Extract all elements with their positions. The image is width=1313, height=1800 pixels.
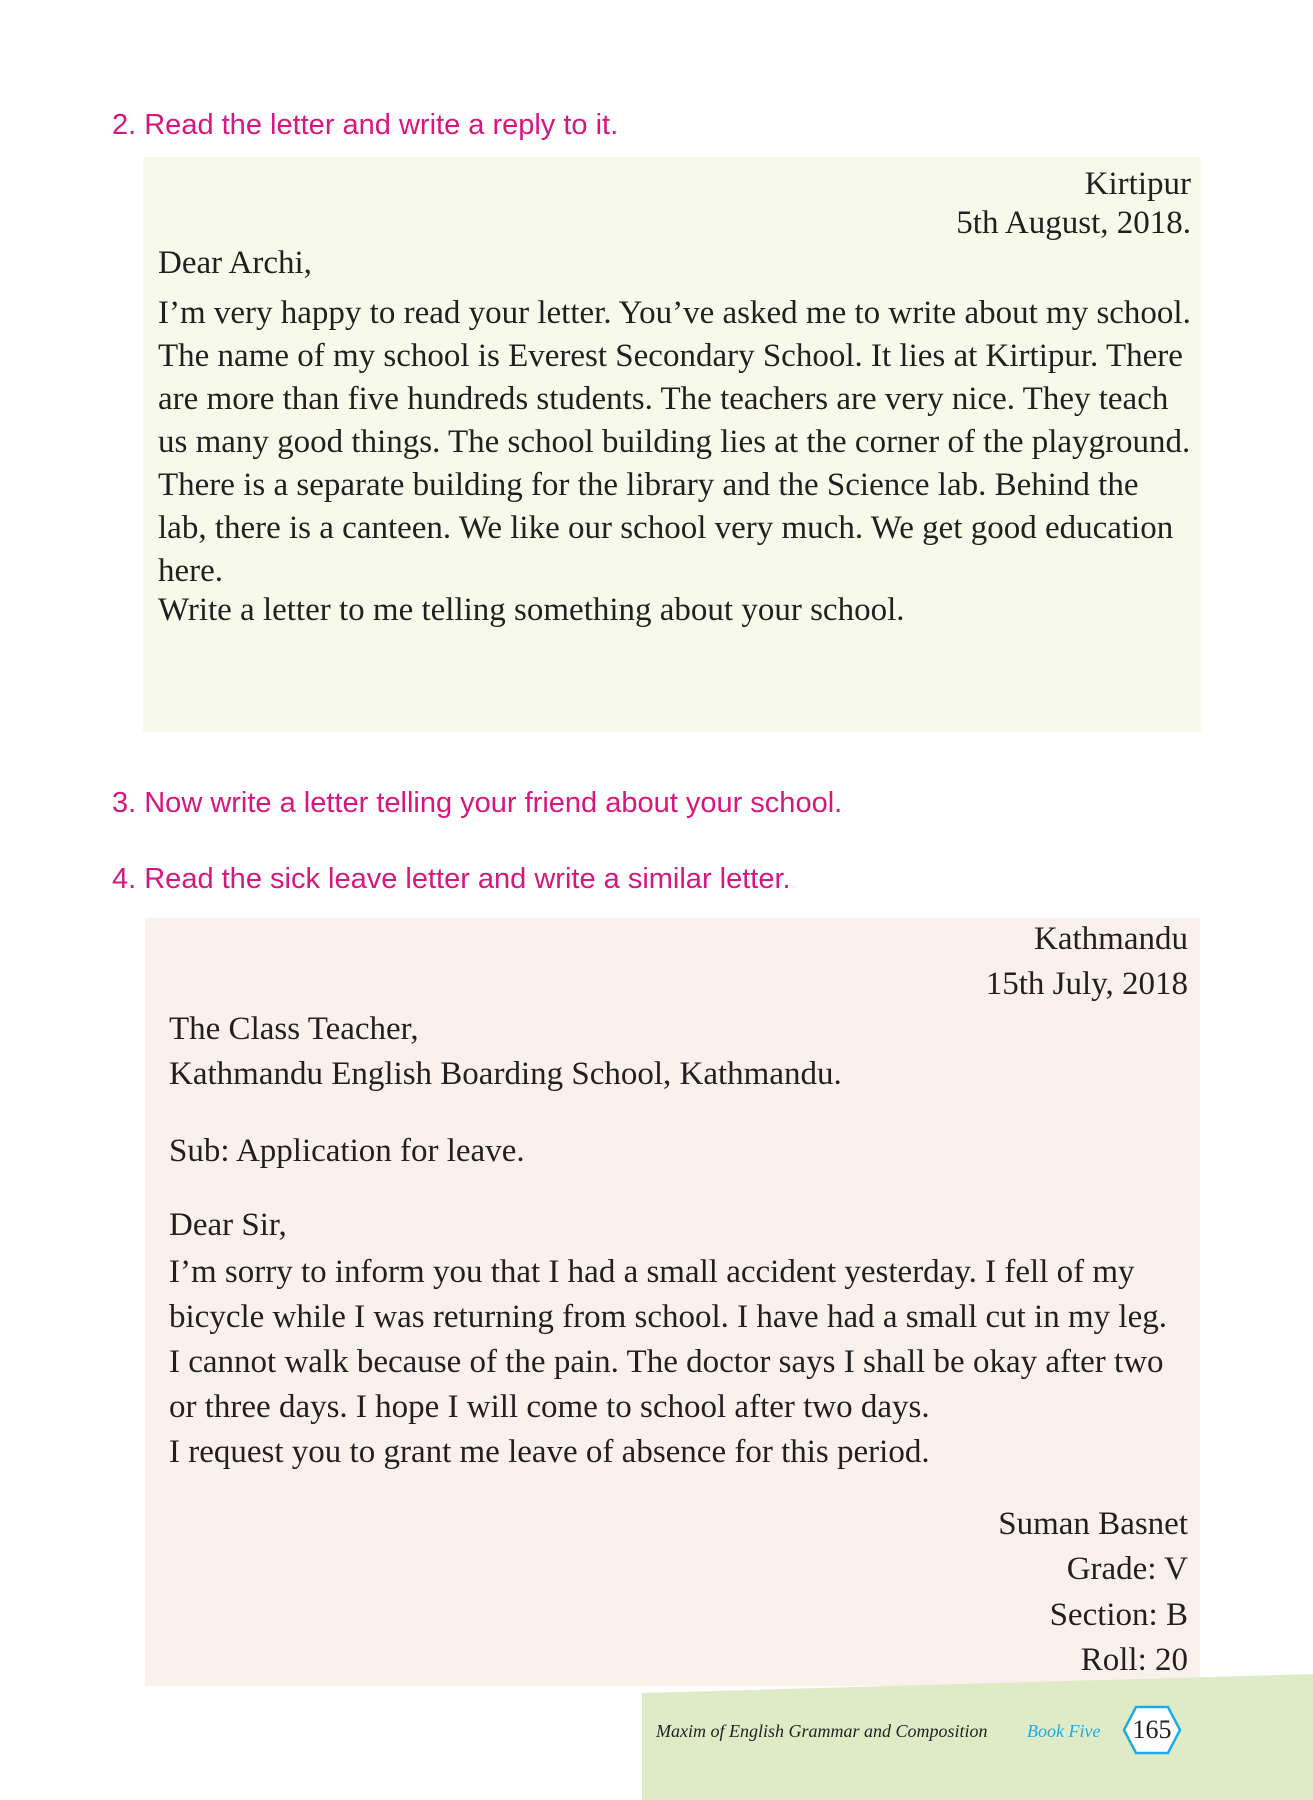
letter-2-grade: Grade: V	[1066, 1551, 1188, 1587]
letter-1-line: The name of my school is Everest Secondary School. It lies at Kirtipur. There	[158, 338, 1183, 374]
letter-2-line: I cannot walk because of the pain. The doctor says I shall be okay after two	[169, 1344, 1164, 1380]
letter-2-date: 15th July, 2018	[985, 966, 1188, 1002]
letter-1-line: us many good things. The school building lies at the corner of the playground.	[158, 424, 1191, 460]
letter-1-line: are more than five hundreds students. The teachers are very nice. They teach	[158, 381, 1169, 417]
question-4-instruction: 4. Read the sick leave letter and write a similar letter.	[112, 863, 791, 895]
footer-book-title: Maxim of English Grammar and Composition	[656, 1721, 988, 1741]
letter-1-line: here.	[158, 553, 224, 589]
letter-2-sender-name: Suman Basnet	[998, 1506, 1188, 1542]
letter-1-line: lab, there is a canteen. We like our school very much. We get good education	[158, 510, 1174, 546]
page-number: 165	[1132, 1715, 1172, 1744]
question-2-instruction: 2. Read the letter and write a reply to it.	[112, 109, 619, 141]
letter-2-line: bicycle while I was returning from school. I have had a small cut in my leg.	[169, 1299, 1167, 1335]
letter-1-line: I’m very happy to read your letter. You’ve asked me to write about my school.	[158, 295, 1191, 331]
letter-2-line: I request you to grant me leave of absence for this period.	[169, 1434, 930, 1470]
letter-2-recipient: The Class Teacher,	[169, 1011, 419, 1047]
letter-1-place: Kirtipur	[1084, 166, 1191, 202]
letter-2-salutation: Dear Sir,	[169, 1207, 287, 1243]
letter-1-line: There is a separate building for the library and the Science lab. Behind the	[158, 467, 1139, 503]
letter-2-line: I’m sorry to inform you that I had a small accident yesterday. I fell of my	[169, 1254, 1135, 1290]
letter-2-section: Section: B	[1049, 1597, 1188, 1633]
letter-2-line: or three days. I hope I will come to school after two days.	[169, 1389, 930, 1425]
letter-2-school: Kathmandu English Boarding School, Kathmandu.	[169, 1056, 842, 1092]
letter-2-roll: Roll: 20	[1080, 1642, 1188, 1678]
letter-1-date: 5th August, 2018.	[956, 205, 1191, 241]
letter-1-salutation: Dear Archi,	[158, 245, 312, 281]
footer-book-label: Book Five	[1027, 1721, 1101, 1741]
letter-1-closing-line: Write a letter to me telling something about your school.	[158, 592, 905, 628]
letter-2-place: Kathmandu	[1034, 921, 1188, 957]
letter-2-subject: Sub: Application for leave.	[169, 1133, 525, 1169]
question-3-instruction: 3. Now write a letter telling your friend about your school.	[112, 787, 843, 819]
